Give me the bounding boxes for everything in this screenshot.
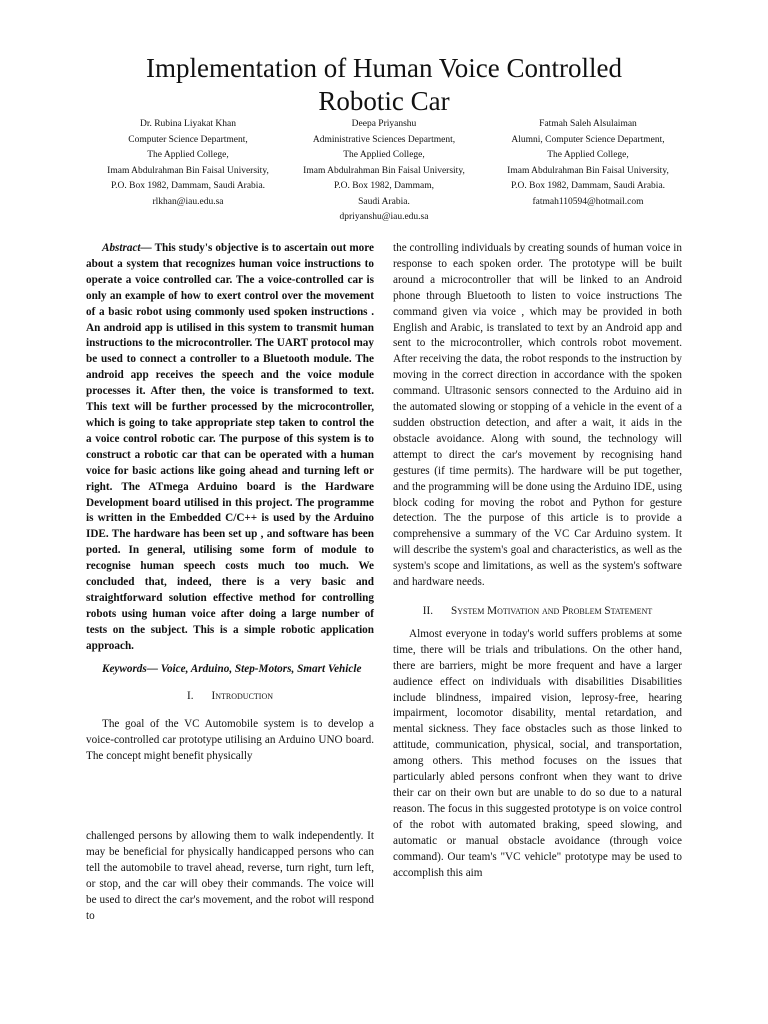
author-name: Fatmah Saleh Alsulaiman xyxy=(539,119,637,129)
section-heading-motivation xyxy=(393,603,682,619)
author-department: Alumni, Computer Science Department, xyxy=(511,134,665,145)
author-department: Administrative Sciences Department, xyxy=(312,134,456,145)
author-college: The Applied College, xyxy=(343,150,425,160)
author-department: Computer Science Department, xyxy=(128,134,248,145)
section-title: System Motivation and Problem Statement xyxy=(451,604,653,617)
author-block-3 xyxy=(480,117,696,210)
section-heading-introduction xyxy=(86,689,374,705)
section-title: Introduction xyxy=(211,690,274,703)
intro-paragraph-continued-right: the controlling individuals by creating sounds of human voice in response to each spoken order. The prototype will be built around a microcontroller that will be linked to an Android phone through Bluetooth to listen to voice instructions The command given via voice , which may be provided in both English and Arabic, is translated to text by an Android app and sent to the microcontroller, which controls robot movement. After receiving the data, the robot responds to the instruction by moving in the correct direction in accordance with the spoken command. Ultrasonic sensors connected to the Arduino aid in the automated slowing or stopping of a vehicle in the event of a sudden obstruction detection, and after a wait, it aids in the obstacle avoidance. Along with sound, the technology will attempt to direct the car's movement by recognising hand gestures (if time permits). The hardware will be put together, and the programming will be done using the Arduino IDE, using block coding for moving the robot and Python for gesture detection. The the purpose of this article is to provide a comprehensive a summary of the VC Car Arduino system. It will describe the system's goal and characteristics, as well as the system's scope and limitations, as well as the system's software and hardware needs. xyxy=(393,242,682,589)
abstract xyxy=(86,241,374,655)
right-column xyxy=(393,241,682,881)
author-address: P.O. Box 1982, Dammam, Saudi Arabia. xyxy=(510,181,666,191)
motivation-paragraph: Almost everyone in today's world suffers problems at some time, there will be trials and tribulations. On the other hand, there are barriers, might be more frequent and have a larger audience effect on individuals with disabilities Disabilities include blindness, impaired vision, leprosy-free, hearing impairment, locomotor disability, mental retardation, and mental sickness. They face obstacles such as those linked to attitude, communication, physical, social, and transportation, among others. This method focuses on the issues that particularly abled persons confront when they want to drive their car on their own but are unable to do so due to a natural reason. The focus in this suggested prototype is on voice control of the robot with automated braking, speed slowing, and automatic or manual obstacle avoidance (through voice command). Our team's "VC vehicle" prototype may be used to accomplish this aim xyxy=(393,627,682,879)
author-college: The Applied College, xyxy=(147,150,229,160)
author-email[interactable]: dpriyanshu@iau.edu.sa xyxy=(339,212,429,222)
abstract-text: This study's objective is to ascertain out more about a system that recognizes human voice instructions to operate a voice controlled car. The a voice-controlled car is only an example of how to exert control over the movement of a basic robot using commonly used spoken instructions . An android app is utilised in this system to transmit human instructions to the microcontroller. The UART protocol may be used to connect a controller to a Bluetooth module. The android app receives the speech and the voice module processes it. After then, the voice is transformed to text. This text will be further processed by the microcontroller, which is going to take appropriate step taken to control the a voice control robotic car. The purpose of this system is to construct a robotic car that can be operated with a human voice for basic actions like going ahead and turning left or right. The ATmega Arduino board is the Hardware Development board utilised in this project. The programme is written in the Embedded C/C++ is used by the Arduino IDE. The hardware has been set up , and software has been ported. In general, utilising some form of module to recognise human speech costs much too much. We concluded that, indeed, there is a very basic and straightforward solution effective method for controlling robots using human voice after doing a large number of tests on the subject. This is a simple robotic application approach. xyxy=(86,242,374,652)
intro-paragraph-continued: challenged persons by allowing them to walk independently. It may be beneficial for physically handicapped persons who can tell the automobile to travel ahead, reverse, turn right, turn left, or stop, and the car will obey their commands. The voice will be used to direct the car's movement, and the robot will respond to xyxy=(86,830,374,922)
author-block-2 xyxy=(276,117,492,226)
author-name: Deepa Priyanshu xyxy=(351,119,417,129)
author-name: Dr. Rubina Liyakat Khan xyxy=(139,119,237,129)
paper-title: Implementation of Human Voice Controlled Robotic Car xyxy=(146,53,622,117)
section-number: I. xyxy=(186,690,194,703)
author-address: P.O. Box 1982, Dammam, xyxy=(333,181,434,191)
author-email[interactable]: fatmah110594@hotmail.com xyxy=(532,196,644,207)
author-email[interactable]: rlkhan@iau.edu.sa xyxy=(152,196,224,207)
intro-paragraph: The goal of the VC Automobile system is to develop a voice-controlled car prototype utilising an Arduino UNO board. The concept might benefit physically xyxy=(86,718,374,763)
section-number: II. xyxy=(422,604,433,617)
author-university: Imam Abdulrahman Bin Faisal University, xyxy=(507,165,669,176)
author-university: Imam Abdulrahman Bin Faisal University, xyxy=(107,165,269,176)
author-college: The Applied College, xyxy=(547,150,629,160)
abstract-lead: Abstract— xyxy=(102,242,152,254)
keywords: Keywords— Voice, Arduino, Step-Motors, Smart Vehicle xyxy=(102,662,362,675)
left-column-continued xyxy=(86,829,374,924)
author-university: Imam Abdulrahman Bin Faisal University, xyxy=(303,165,465,176)
author-country: Saudi Arabia. xyxy=(358,196,410,207)
left-column xyxy=(86,241,374,765)
author-block-1 xyxy=(80,117,296,210)
author-address: P.O. Box 1982, Dammam, Saudi Arabia. xyxy=(110,181,266,191)
